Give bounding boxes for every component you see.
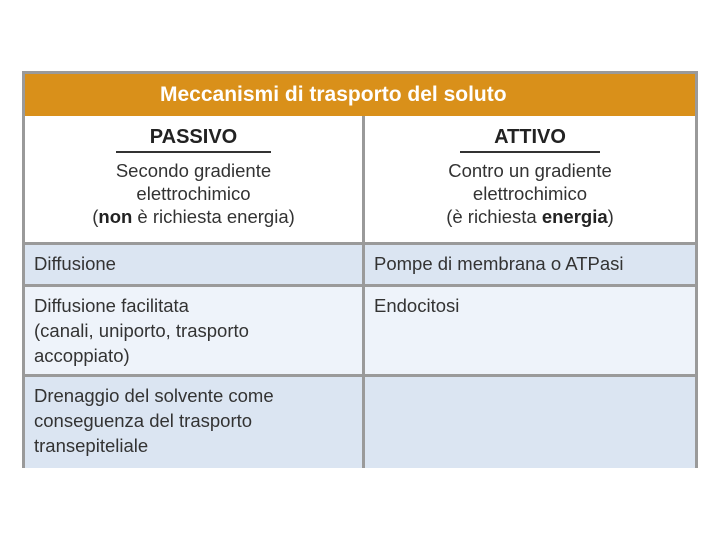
passive-desc-bold: non <box>98 206 133 227</box>
header-row <box>25 116 695 242</box>
row-1-passive-line1: Diffusione <box>34 253 116 274</box>
row-2-passive-line3: accoppiato) <box>34 345 130 366</box>
row-1-active-cell <box>365 245 695 276</box>
active-desc-line2: elettrochimico <box>472 183 588 204</box>
active-desc-pre: (è richiesta <box>446 206 542 227</box>
passive-desc-pre: ( <box>92 206 99 227</box>
active-heading: ATTIVO <box>460 126 600 153</box>
active-desc-line3 <box>365 205 695 228</box>
active-header-cell <box>365 116 695 242</box>
row-2-passive-line1: Diffusione facilitata <box>34 295 189 316</box>
active-desc-line1: Contro un gradiente <box>448 160 612 181</box>
row-2-passive-cell <box>25 287 362 368</box>
row-1-active-line1: Pompe di membrana o ATPasi <box>374 253 624 274</box>
row-3-passive-cell <box>25 377 362 458</box>
table-row <box>25 377 695 468</box>
passive-desc-post: è richiesta energia) <box>132 206 295 227</box>
table-row <box>25 245 695 284</box>
row-1-passive-cell <box>25 245 362 276</box>
passive-desc-line1: Secondo gradiente <box>115 160 272 181</box>
row-2-passive-line2: (canali, uniporto, trasporto <box>34 320 249 341</box>
column-divider <box>362 116 365 468</box>
table-title-text: Meccanismi di trasporto del soluto <box>160 83 507 106</box>
table-row <box>25 287 695 374</box>
row-3-active-cell <box>365 377 695 383</box>
row-2-active-cell <box>365 287 695 318</box>
transport-mechanisms-table <box>22 71 698 468</box>
active-desc-post: ) <box>607 206 614 227</box>
active-desc-bold: energia <box>541 206 608 227</box>
passive-heading: PASSIVO <box>116 126 271 153</box>
row-3-passive-line3: transepiteliale <box>34 435 149 456</box>
row-3-passive-line2: conseguenza del trasporto <box>34 410 253 431</box>
passive-desc-line3 <box>25 205 362 228</box>
passive-desc-line2: elettrochimico <box>136 183 251 204</box>
table-title <box>25 74 695 116</box>
row-2-active-line1: Endocitosi <box>374 295 460 316</box>
row-3-passive-line1: Drenaggio del solvente come <box>34 385 274 406</box>
passive-header-cell <box>25 116 362 242</box>
